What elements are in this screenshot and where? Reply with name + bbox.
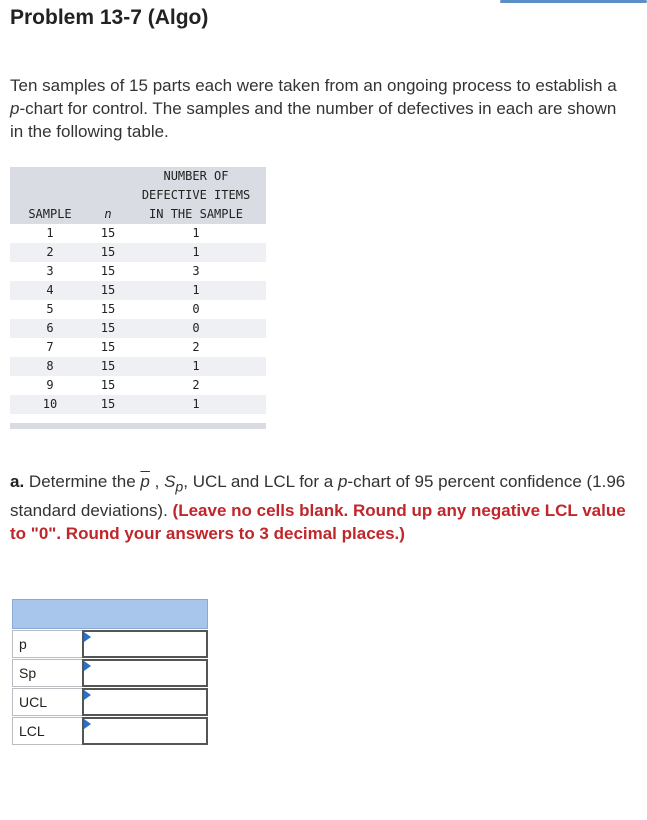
answer-row	[12, 630, 208, 658]
question-prefix: a.	[10, 472, 25, 491]
cell-n: 15	[100, 264, 116, 278]
answer-grid-header	[12, 599, 208, 629]
answer-row	[12, 717, 208, 745]
cell-defects: 1	[126, 395, 266, 414]
table-row	[10, 319, 266, 338]
instruction-text: (Leave no cells blank. Round up any negative LCL value to "0". Round your answers to 3 decimal places.)	[10, 501, 626, 544]
answer-input-ucl[interactable]	[82, 688, 208, 716]
cell-n: 15	[100, 340, 116, 354]
cell-sample: 1	[46, 226, 54, 240]
header-sample: SAMPLE	[10, 167, 90, 224]
cell-sample: 9	[46, 378, 54, 392]
table-row	[10, 357, 266, 376]
sp-symbol	[164, 472, 184, 496]
table-row	[10, 300, 266, 319]
table-row	[10, 281, 266, 300]
header-defective-line3: IN THE SAMPLE	[149, 207, 243, 221]
cell-n: 15	[90, 243, 126, 262]
table-row	[10, 395, 266, 414]
answer-row	[12, 659, 208, 687]
answer-label: LCL	[12, 717, 82, 745]
cell-sample: 4	[10, 281, 90, 300]
answer-input-wrap	[82, 717, 208, 745]
cell-sample: 5	[46, 302, 54, 316]
cell-sample: 3	[46, 264, 54, 278]
header-defective	[126, 167, 266, 224]
question-a	[10, 470, 635, 545]
answer-input-p[interactable]	[82, 630, 208, 658]
answer-input-wrap	[82, 630, 208, 658]
answer-label: p	[12, 630, 82, 658]
header-defective-line2: DEFECTIVE ITEMS	[141, 188, 251, 202]
cell-sample: 7	[46, 340, 54, 354]
table-row	[10, 243, 266, 262]
cell-n: 15	[90, 281, 126, 300]
sp-symbol-base: S	[164, 472, 176, 491]
cell-sample: 8	[10, 357, 90, 376]
page-title: Problem 13-7 (Algo)	[10, 6, 209, 29]
p-chart-p: p	[337, 472, 348, 491]
cell-defects: 1	[192, 226, 200, 240]
input-marker-icon	[84, 719, 91, 729]
intro-p-italic: p	[10, 99, 20, 118]
cell-defects: 1	[126, 357, 266, 376]
answer-input-sp[interactable]	[82, 659, 208, 687]
table-row	[10, 376, 266, 395]
top-progress-bar	[500, 0, 647, 3]
cell-sample: 10	[10, 395, 90, 414]
input-marker-icon	[84, 661, 91, 671]
cell-sample: 2	[10, 243, 90, 262]
cell-defects: 0	[126, 319, 266, 338]
answer-label: Sp	[12, 659, 82, 687]
cell-defects: 1	[126, 281, 266, 300]
cell-defects: 3	[192, 264, 200, 278]
cell-n: 15	[100, 302, 116, 316]
answer-label: UCL	[12, 688, 82, 716]
cell-sample: 6	[10, 319, 90, 338]
cell-defects: 0	[192, 302, 200, 316]
answer-input-lcl[interactable]	[82, 717, 208, 745]
table-bottom-border	[10, 423, 266, 429]
cell-n: 15	[100, 378, 116, 392]
question-text-4: -chart of 95 percent confidence (1.96 standard deviations).	[10, 472, 626, 521]
answer-input-wrap	[82, 688, 208, 716]
question-text-2: ,	[149, 472, 165, 491]
cell-n: 15	[90, 357, 126, 376]
cell-n: 15	[100, 226, 116, 240]
intro-text-before: Ten samples of 15 parts each were taken from an ongoing process to establish a	[10, 76, 617, 95]
problem-intro	[10, 74, 630, 143]
cell-n: 15	[90, 395, 126, 414]
answer-input-wrap	[82, 659, 208, 687]
intro-text-after: -chart for control. The samples and the number of defectives in each are shown in the following table.	[10, 99, 617, 141]
input-marker-icon	[84, 690, 91, 700]
header-defective-line1: NUMBER OF	[163, 169, 229, 183]
cell-n: 15	[90, 319, 126, 338]
p-bar-symbol: $\overline{p}$	[140, 472, 150, 491]
samples-table	[10, 167, 266, 414]
question-text-1: Determine the	[24, 472, 141, 491]
input-marker-icon	[84, 632, 91, 642]
table-row	[10, 338, 266, 357]
answer-grid	[12, 599, 208, 745]
sp-symbol-sub: p	[175, 479, 184, 496]
answer-row	[12, 688, 208, 716]
cell-defects: 1	[126, 243, 266, 262]
cell-defects: 2	[192, 340, 200, 354]
table-row	[10, 262, 266, 281]
table-row	[10, 224, 266, 243]
table-header-row	[10, 167, 266, 224]
header-n: n	[90, 167, 126, 224]
cell-defects: 2	[192, 378, 200, 392]
question-text-3: , UCL and LCL for a	[183, 472, 338, 491]
